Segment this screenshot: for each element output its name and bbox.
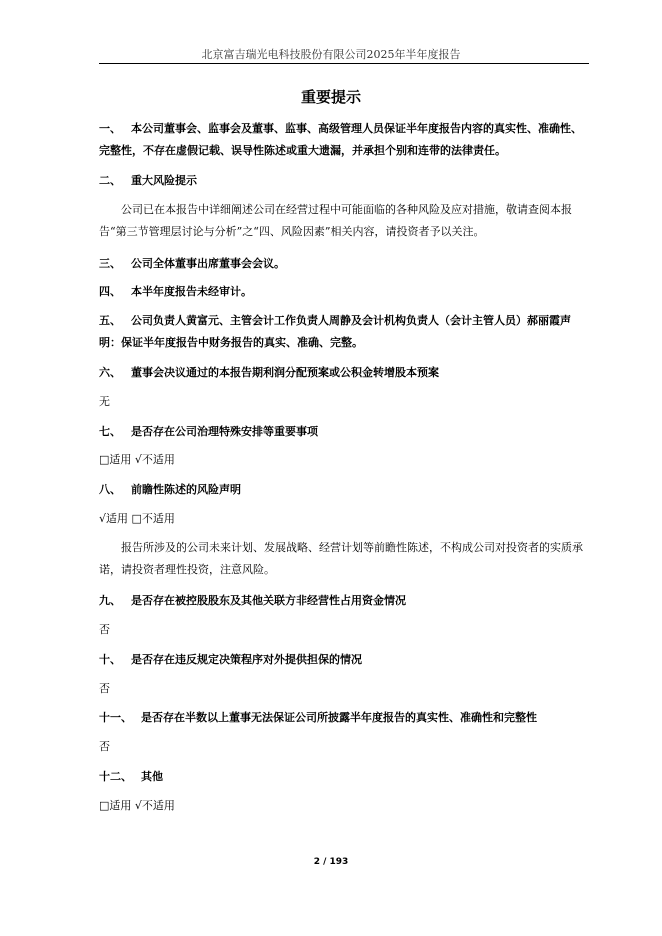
section-text: 本公司董事会、监事会及董事、监事、高级管理人员保证半年度报告内容的真实性、准确性、完整性，不存在虚假记载、误导性陈述或重大遗漏，并承担个别和连带的法律责任。 bbox=[99, 122, 582, 157]
section-number: 六、 bbox=[99, 366, 121, 379]
section-11-answer: 否 bbox=[99, 740, 110, 753]
section-9 bbox=[99, 590, 589, 612]
section-number: 三、 bbox=[99, 257, 121, 270]
section-1 bbox=[99, 118, 589, 162]
section-12-answer: □适用 √不适用 bbox=[99, 799, 175, 812]
page-header: 北京富吉瑞光电科技股份有限公司2025年半年度报告 bbox=[201, 48, 461, 61]
section-text: 其他 bbox=[141, 770, 163, 783]
section-12 bbox=[99, 766, 589, 788]
section-text: 本半年度报告未经审计。 bbox=[131, 285, 252, 298]
section-2 bbox=[99, 170, 589, 192]
section-text: 是否存在违反规定决策程序对外提供担保的情况 bbox=[131, 653, 362, 666]
section-text: 是否存在公司治理特殊安排等重要事项 bbox=[131, 425, 318, 438]
section-10-answer: 否 bbox=[99, 682, 110, 695]
section-5 bbox=[99, 310, 589, 354]
section-11 bbox=[99, 707, 589, 729]
forward-looking-paragraph: 报告所涉及的公司未来计划、发展战略、经营计划等前瞻性陈述，不构成公司对投资者的实质承诺，请投资者理性投资，注意风险。 bbox=[99, 541, 583, 576]
section-number: 二、 bbox=[99, 174, 121, 187]
section-number: 八、 bbox=[99, 483, 121, 496]
risk-paragraph: 公司已在本报告中详细阐述公司在经营过程中可能面临的各种风险及应对措施，敬请查阅本报告“第三节管理层讨论与分析”之“四、风险因素”相关内容，请投资者予以关注。 bbox=[99, 203, 572, 238]
section-number: 四、 bbox=[99, 285, 121, 298]
section-text: 公司全体董事出席董事会会议。 bbox=[131, 257, 285, 270]
section-number: 七、 bbox=[99, 425, 121, 438]
section-7-answer: □适用 √不适用 bbox=[99, 453, 175, 466]
section-number: 一、 bbox=[99, 122, 121, 135]
section-3 bbox=[99, 253, 589, 275]
section-number: 十二、 bbox=[99, 770, 132, 783]
section-8-answer: √适用 □不适用 bbox=[99, 512, 175, 525]
section-6-answer: 无 bbox=[99, 395, 110, 408]
section-6 bbox=[99, 362, 589, 384]
section-text: 是否存在被控股股东及其他关联方非经营性占用资金情况 bbox=[131, 594, 406, 607]
section-number: 十一、 bbox=[99, 711, 132, 724]
page-title: 重要提示 bbox=[300, 88, 361, 106]
section-4 bbox=[99, 281, 589, 303]
section-number: 九、 bbox=[99, 594, 121, 607]
section-text: 公司负责人黄富元、主管会计工作负责人周静及会计机构负责人（会计主管人员）郝丽霞声明：保证半年度报告中财务报告的真实、准确、完整。 bbox=[99, 314, 571, 349]
section-text: 前瞻性陈述的风险声明 bbox=[131, 483, 241, 496]
section-8 bbox=[99, 479, 589, 501]
section-text: 是否存在半数以上董事无法保证公司所披露半年度报告的真实性、准确性和完整性 bbox=[141, 711, 537, 724]
section-text: 重大风险提示 bbox=[131, 174, 197, 187]
page-number: 2 / 193 bbox=[313, 857, 349, 867]
section-number: 五、 bbox=[99, 314, 121, 327]
section-9-answer: 否 bbox=[99, 623, 110, 636]
section-10 bbox=[99, 649, 589, 671]
section-7 bbox=[99, 421, 589, 443]
section-number: 十、 bbox=[99, 653, 121, 666]
header-rule bbox=[99, 63, 589, 64]
section-text: 董事会决议通过的本报告期利润分配预案或公积金转增股本预案 bbox=[131, 366, 439, 379]
